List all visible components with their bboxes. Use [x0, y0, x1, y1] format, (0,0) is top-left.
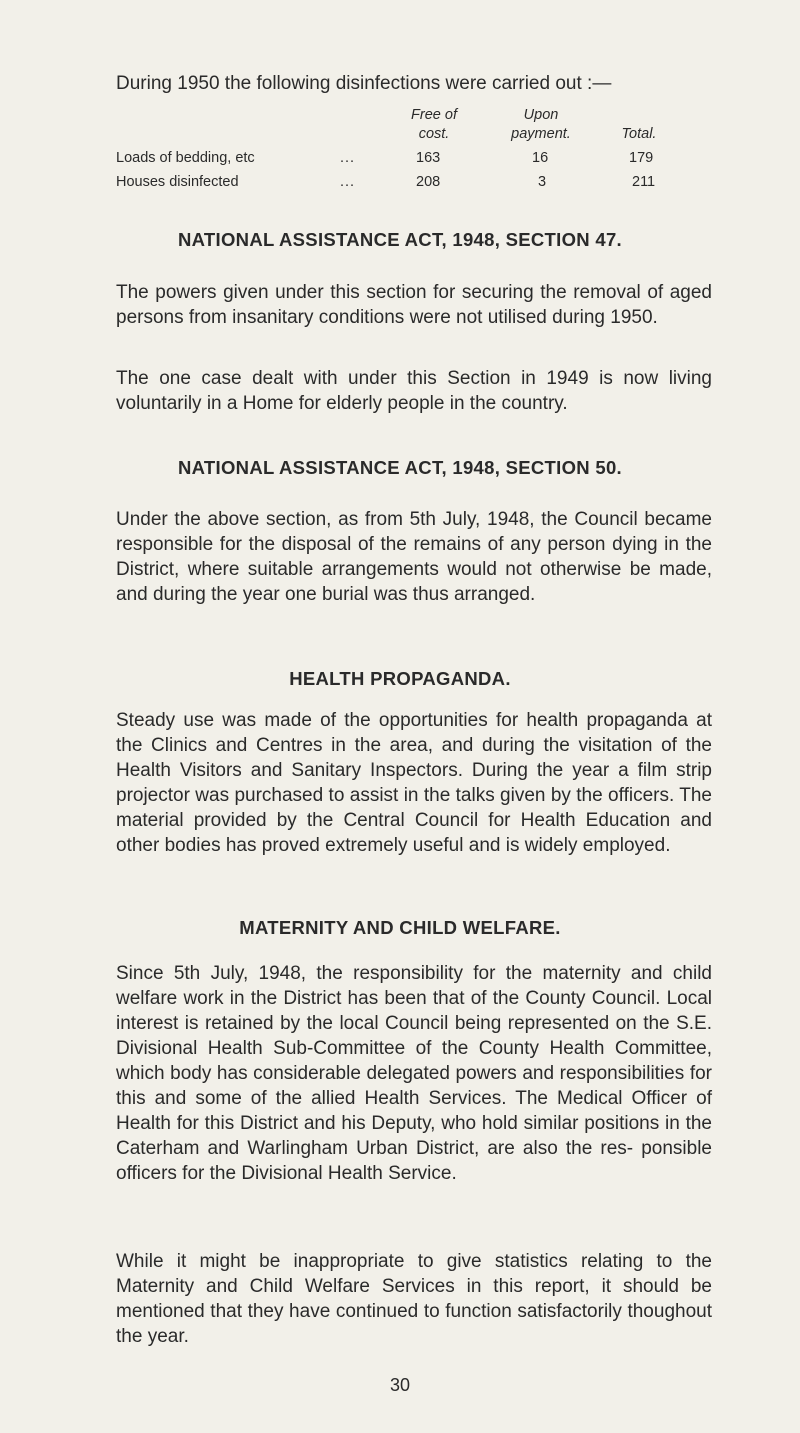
section-47-paragraph-1: The powers given under this section for securing the removal of aged persons from insanitary conditions were not utilised during 1950.: [116, 282, 712, 328]
section-heading-maternity: MATERNITY AND CHILD WELFARE.: [239, 917, 561, 938]
header-upon-line1: Upon: [523, 107, 559, 123]
header-upon-payment: [491, 106, 591, 144]
section-50-paragraph-1: Under the above section, as from 5th July, 1948, the Council became responsible for the disposal of the remains of any person dying in the District, where suitable arrangements would not otherwise be made, and during the year one burial was thus arranged.: [116, 509, 712, 605]
section-47-paragraph-2: The one case dealt with under this Section in 1949 is now living voluntarily in a Home for elderly people in the country.: [116, 368, 712, 414]
value-total: 179: [629, 150, 654, 166]
maternity-paragraph-1: Since 5th July, 1948, the responsibility for the maternity and child welfare work in the District has been that of the County Council. Local interest is retained by the local Council being represented on the S.E. Divisional Health Sub-Committee of the County Health Committee, which body has considerable delegated powers and responsibilities for this and some of the allied Health Services. The Medical Officer of Health for this District and his Deputy, who hold similar positions in the Caterham and Warlingham Urban District, are also the res- ponsible officers for the Divisional Health Service.: [116, 963, 712, 1184]
leader-dots: ...: [340, 150, 356, 166]
header-free-of-cost: [384, 106, 484, 144]
header-upon-line2: payment.: [511, 126, 571, 142]
maternity-paragraph-2: While it might be inappropriate to give statistics relating to the Maternity and Child Welfare Services in this report, it should be mentioned that they have continued to function satisfactorily thoughout the year.: [116, 1251, 712, 1347]
section-heading-propaganda: HEALTH PROPAGANDA.: [289, 668, 511, 689]
section-heading-50: NATIONAL ASSISTANCE ACT, 1948, SECTION 50.: [177, 457, 622, 478]
header-free-line2: cost.: [418, 126, 450, 142]
table-row: [116, 150, 716, 172]
value-upon: 3: [538, 174, 547, 190]
intro-text: During 1950 the following disinfections were carried out :—: [116, 73, 612, 94]
leader-dots: ...: [340, 174, 356, 190]
propaganda-paragraph-1: Steady use was made of the opportunities for health propaganda at the Clinics and Centres in the area, and during the visitation of the Health Visitors and Sanitary Inspectors. During the year a film strip projector was purchased to assist in the talks given by the officers. The material provided by the Central Council for Health Education and other bodies has proved extremely useful and is widely employed.: [116, 710, 712, 856]
value-free: 208: [416, 174, 441, 190]
row-label: Loads of bedding, etc: [116, 150, 255, 166]
value-free: 163: [416, 150, 441, 166]
header-free-line1: Free of: [411, 107, 457, 123]
table-row: [116, 174, 716, 196]
page-number: 30: [389, 1375, 411, 1395]
value-upon: 16: [532, 150, 549, 166]
value-total: 211: [632, 174, 656, 190]
section-heading-47: NATIONAL ASSISTANCE ACT, 1948, SECTION 47.: [177, 229, 622, 250]
header-total: Total.: [621, 126, 657, 142]
row-label: Houses disinfected: [116, 174, 239, 190]
